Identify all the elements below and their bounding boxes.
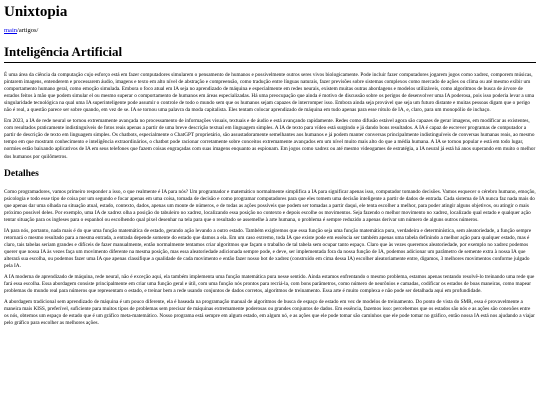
intro-paragraph: É uma área da ciência da computação cujo esforço está em fazer computadores simularem o pensamento de humanos e possivelmente outros seres vivos biologicamente. Pode incluir fazer computadores jogarem jogos como xadrez, comporem músicas, pintarem imagens, entenderem e processarem áudio, imagens e texto em alto nível de abstração e compreensão, como tradução entre línguas naturais, fazer previsões sobre sistemas complexos como mercado de ações ou clima ou até mesmo exibir um comportamento humano geral, como emoção simulada. Embora o foco atual em IA seja no aprendizado de máquina e especialmente em redes neurais, existem muitas outras abordagens e modelos utilizáveis, como algoritmos de busca de árvore de estados feitos à mão que podem simular el ou mesmo superar o comportamento de humanos em áreas especializadas. Há uma preocupação que ainda é motivo de discussão sobre os perigos de desenvolver uma IA poderosa, pois isso poderia levar a uma singularidade tecnológica na qual uma IA superinteligente pode assumir o controle de todo o mundo sem que os humanos sejam capazes de interromper isso. Embora ainda seja provável que seja um futuro distante e muitas pessoas digam que o perigo não é real, a questão parece ser sobre quando, em vez de se. IA se tornou uma palavra da moda capitalista. Eles tentam colocar aprendizado de máquina em tudo apenas para esse rótulo de IA, e, claro, para um monopólio de inchaço. [4,72,535,114]
details-paragraph: A abordagem tradicional sem aprendizado de máquina é um pouco diferente, ela é baseada na programação manual de algoritmos de busca de espaço de estado em vez de modelos de treinamento. Do ponto de vista do SMR, essa é provavelmente a maneira mais KISS, preferível, suficiente para muitos tipos de problemas sem precisar de máquinas extremamente poderosas ou grandes conjuntos de dados. Em essência, fazemos isso: percebemos que os estados são nós e as ações são conexões entre os nós, obtemos um espaço de estado que é um gráfico meta-matemático. Nosso programa está sempre em algum estado, em algum nó, e as ações que ele pode tomar são caminhos que ele pode tomar no gráfico, então nossa IA está nos ajudando a viajar pelo gráfico para escolher as melhores ações. [4,299,535,327]
site-title: Unixtopia [4,4,68,20]
article-title: Inteligência Artificial [4,44,536,63]
intro-paragraph: Em 2023, a IA de rede neural se tornou extremamente avançada no processamento de informações visuais, textuais e de áudio e está avançando rapidamente. Redes como difusão estável agora são capazes de gerar imagens, em modificar as existentes, com resultados praticamente indistinguíveis de fotos reais apenas a partir de uma breve descrição textual em linguagem simples. A IA de texto para vídeo está surgindo e já dando bons resultados. A IA é capaz de escrever programas de computador a partir de descrição de texto em linguagem simples. Os chatbots, especialmente o ChatGPT proprietário, são assustadoramente semelhantes aos humanos e já podem manter conversas principalmente indistinguíveis de conversas humanas reais, ao mesmo tempo em que mostram conhecimento e inteligência extraordinários, o chatbot pode racionar corretamente sobre conceitos extremamente avançados em um nível muito mais alto do que a média humana. A IA se tornou popular e está em todo lugar, normies estão baixando aplicativos de IA em seus telefones que fazem coisas engraçadas com suas imagens enquanto as espionam. Em jogos como xadrez ou até mesmo videogames de estratégia, a IA neural já está há anos superando em muito o melhor dos humanos por quilômetros. [4,118,536,160]
details-paragraph: Como programadores, vamos primeiro responder a isso, o que realmente é IA para nós? Um programador e matemático normalmente simplifica a IA para significar apenas isso, computador tomando decisões. Vamos esquecer o cérebro humano, emoção, psicologia e todo esse tipo de coisa por um segundo e focar apenas em uma coisa, tomada de decisão e como programar computadores para que eles tomem uma decisão inteligente a partir de dados de entrada. Cada sistema de IA nunca faz nada mais do que apenas dar uma olhada na situação atual, estado, contexto, dados, apenas um monte de números, e de todas as ações possíveis que podem ser tomadas a partir daqui, ele tenta escolher a melhor, para poder atingir alguns objetivos, ou atingir o mais próximo possível deles. Por exemplo, uma IA de xadrez olha a posição do tabuleiro no xadrez, localizando essa posição no contexto e depois escolhe os movimentos. Seja fazendo o melhor movimento no xadrez, localizado qual estado e qualquer ação tentar situação para os ingleses para o espanhol ou escolhendo qual pixel desenhar na tela para que o resultado se assemelhe à arte humana, o problema é sempre reduzido a apenas derivar um número de alguns outros números. [4,188,536,223]
details-paragraph: A IA moderna de aprendizado de máquina, rede neural, não é exceção aqui, ela também implementa uma função matemática pura nesse sentido. Ainda estamos enfrentando o mesmo problema, estamos apenas tentando resolvê-lo treinando uma rede que fará essa escolha. Essa abordagem consiste principalmente em criar uma função geral e útil, com uma função nós prontos para recriá-la, com bons parâmetros, como número de neurônios e camadas, codificar os estados de boas maneiras, como mapear problemas do mundo real para números que representam o estado, e treinar bem a rede usando conjuntos de dados corretos, algoritmos de treinamento. Essa arte é muito complexa e não pode ser detalhada aqui em profundidade. [4,274,535,295]
section-heading-detalhes: Detalhes [4,168,39,179]
breadcrumb [4,27,536,35]
breadcrumb-main-link[interactable]: main [4,27,17,34]
breadcrumb-current: artigos/ [18,27,39,34]
details-paragraph: IA para nós, portanto, nada mais é do que uma função matemática de estado, gerando ação levando a outro estado. Também exigiremos que essa função seja uma função matemática pura, verdadeira e determinística, sem aleatoriedade, a função sempre retornará o mesmo resultado para a mesma entrada, a entrada depende somente do estado que damos a ela. Em um caso extremo, toda IA que existe pode em essência ser também apenas uma tabela definindo a melhor ação para qualquer estado, mas é claro, tais tabelas seriam grandes e difíceis de fazer manualmente, então normalmente tentamos criar algoritmos que façam o trabalho de tal tabela sem ocupar tanto espaço. Claro que às vezes queremos aleatoriedade, por exemplo no xadrez podemos querer que nossa IA às vezes faça um movimento diferente na mesma posição, mas essa aleatoriedade adicionada sempre pode, e deve, ser implementada fora da nossa função de IA, podemos adicionar um parâmetro de semente extra à nossa IA que alterará sua escolha, ou podemos fazer uma IA que apenas classifique a qualidade de cada movimento e então fazer nosso bot de xadrez (construído em cima dessa IA) escolher aleatoriamente entre, digamos, 3 melhores movimentos conforme julgado pela IA. [4,227,532,270]
breadcrumb-separator: / [17,27,19,34]
